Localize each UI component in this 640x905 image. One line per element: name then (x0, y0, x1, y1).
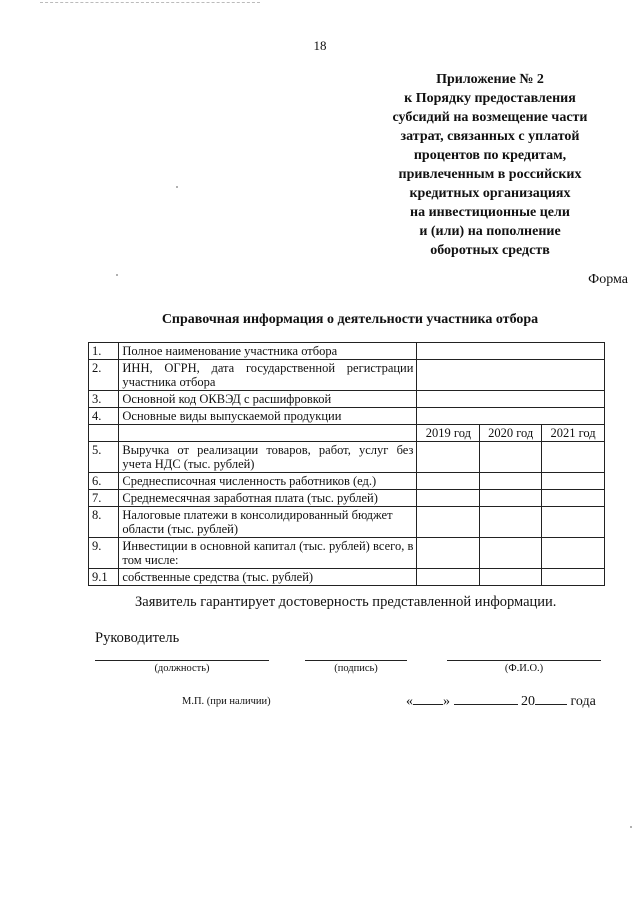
row-label: Среднесписочная численность работников (ед.) (119, 473, 417, 490)
row-number: 2. (89, 360, 119, 391)
value-cell[interactable] (417, 507, 480, 538)
empty-cell (119, 425, 417, 442)
row-number: 5. (89, 442, 119, 473)
empty-cell (89, 425, 119, 442)
date-close-quote: » (443, 694, 450, 709)
scan-artifact-top (40, 2, 260, 4)
row-number: 6. (89, 473, 119, 490)
value-cell[interactable] (480, 473, 542, 490)
name-caption: (Ф.И.О.) (504, 663, 544, 674)
row-label: собственные средства (тыс. рублей) (119, 569, 417, 586)
value-cell[interactable] (542, 538, 605, 569)
month-blank[interactable] (454, 692, 518, 705)
value-cell[interactable] (417, 408, 605, 425)
value-cell[interactable] (480, 569, 542, 586)
table-row (89, 343, 605, 360)
row-number: 4. (89, 408, 119, 425)
appendix-line: субсидий на возмещение части (392, 110, 588, 125)
row-label: Инвестиции в основной капитал (тыс. рублей) всего, в том числе: (119, 538, 417, 569)
scan-speck (630, 826, 632, 828)
name-field[interactable] (447, 660, 601, 674)
table-row (89, 507, 605, 538)
stamp-label: М.П. (при наличии) (182, 696, 271, 707)
scan-speck (176, 186, 178, 188)
row-number: 8. (89, 507, 119, 538)
row-number: 9.1 (89, 569, 119, 586)
appendix-line: привлеченным в российских (398, 167, 582, 182)
date-suffix: года (570, 694, 596, 709)
date-century: 20 (521, 694, 535, 709)
info-table (88, 342, 605, 586)
year-blank[interactable] (535, 692, 567, 705)
row-label: Выручка от реализации товаров, работ, услуг без учета НДС (тыс. рублей) (119, 442, 417, 473)
appendix-header (350, 70, 630, 260)
document-title: Справочная информация о деятельности участника отбора (161, 312, 539, 327)
row-label: Основной код ОКВЭД с расшифровкой (119, 391, 417, 408)
position-signature-field[interactable] (95, 660, 269, 674)
year-header: 2021 год (542, 425, 605, 442)
row-number: 1. (89, 343, 119, 360)
value-cell[interactable] (417, 569, 480, 586)
row-label: ИНН, ОГРН, дата государственной регистрации участника отбора (119, 360, 417, 391)
appendix-line: процентов по кредитам, (413, 148, 567, 163)
value-cell[interactable] (417, 343, 605, 360)
table-row (89, 473, 605, 490)
value-cell[interactable] (542, 490, 605, 507)
appendix-line: на инвестиционные цели (410, 205, 570, 220)
table-row (89, 360, 605, 391)
value-cell[interactable] (542, 569, 605, 586)
signature-caption: (подпись) (334, 663, 378, 674)
year-header: 2019 год (417, 425, 480, 442)
form-label: Форма (588, 272, 628, 287)
row-label: Основные виды выпускаемой продукции (119, 408, 417, 425)
head-label: Руководитель (95, 630, 180, 646)
value-cell[interactable] (480, 490, 542, 507)
value-cell[interactable] (417, 473, 480, 490)
year-header-row (89, 425, 605, 442)
scan-speck (116, 274, 118, 276)
value-cell[interactable] (542, 473, 605, 490)
table-row (89, 490, 605, 507)
row-label: Полное наименование участника отбора (119, 343, 417, 360)
appendix-line: затрат, связанных с уплатой (400, 129, 580, 144)
row-number: 7. (89, 490, 119, 507)
table-row (89, 408, 605, 425)
date-open-quote: « (406, 694, 413, 709)
value-cell[interactable] (480, 538, 542, 569)
appendix-line: оборотных средств (430, 243, 550, 258)
row-number: 9. (89, 538, 119, 569)
value-cell[interactable] (480, 507, 542, 538)
value-cell[interactable] (542, 507, 605, 538)
guarantee-statement: Заявитель гарантирует достоверность представленной информации. (135, 594, 557, 610)
value-cell[interactable] (542, 442, 605, 473)
day-blank[interactable] (413, 692, 443, 705)
page-number: 18 (313, 38, 327, 53)
appendix-line: и (или) на пополнение (419, 224, 561, 239)
value-cell[interactable] (480, 442, 542, 473)
row-label: Среднемесячная заработная плата (тыс. рублей) (119, 490, 417, 507)
position-caption: (должность) (154, 663, 210, 674)
table-row (89, 538, 605, 569)
appendix-line: к Порядку предоставления (404, 91, 576, 106)
table-row (89, 569, 605, 586)
value-cell[interactable] (417, 538, 480, 569)
year-header: 2020 год (480, 425, 542, 442)
row-number: 3. (89, 391, 119, 408)
signature-field[interactable] (305, 660, 407, 674)
value-cell[interactable] (417, 391, 605, 408)
value-cell[interactable] (417, 442, 480, 473)
table-row (89, 391, 605, 408)
value-cell[interactable] (417, 360, 605, 391)
row-label: Налоговые платежи в консолидированный бюджет области (тыс. рублей) (119, 507, 417, 538)
date-field[interactable] (406, 692, 596, 710)
appendix-line: Приложение № 2 (436, 72, 544, 87)
value-cell[interactable] (417, 490, 480, 507)
appendix-line: кредитных организациях (409, 186, 571, 201)
table-row (89, 442, 605, 473)
